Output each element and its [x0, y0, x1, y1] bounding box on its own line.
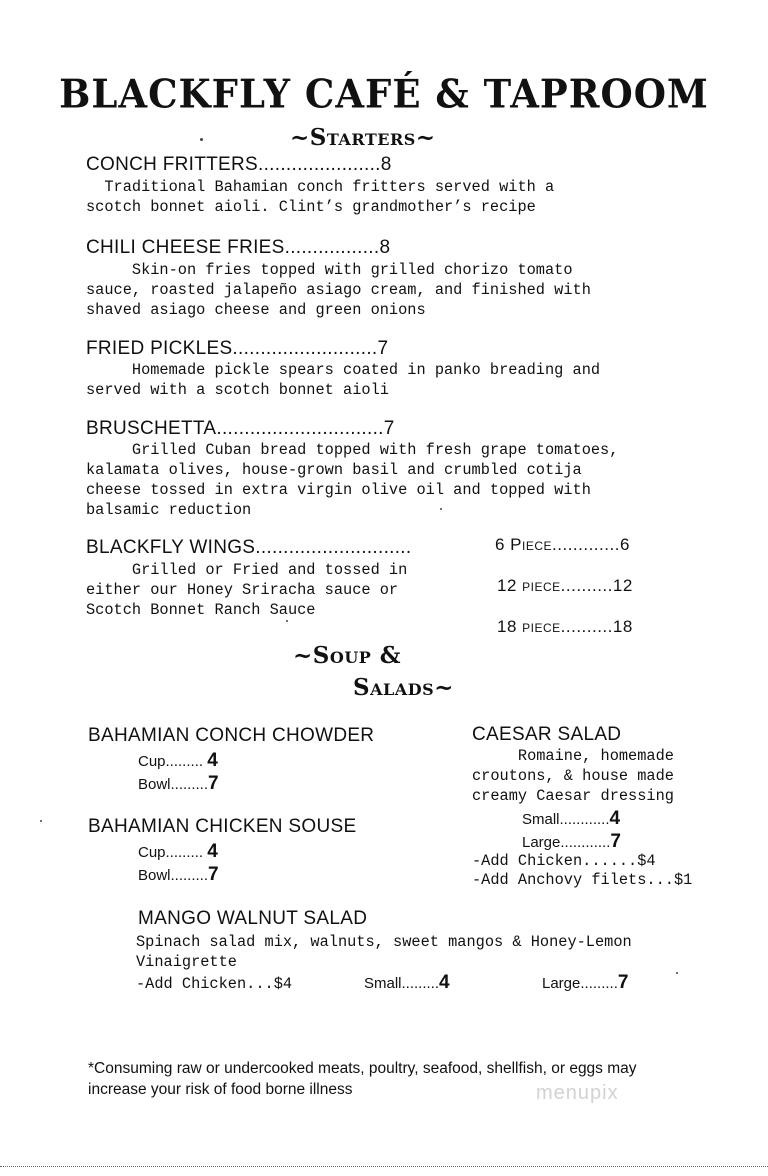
price-value: 7: [617, 972, 629, 993]
price-label: Bowl.........: [138, 867, 209, 884]
wings-price-12: [497, 576, 633, 596]
footnote-line2: increase your risk of food borne illness: [88, 1081, 353, 1098]
wings-price-6: [495, 535, 630, 555]
wings-price-18: [497, 617, 633, 637]
item-conch-fritters: [86, 154, 392, 176]
price-label: 6 Piece.............: [495, 535, 620, 554]
item-fried-pickles: [86, 338, 388, 360]
item-price: 8: [380, 154, 392, 175]
item-chicken-souse: BAHAMIAN CHICKEN SOUSE: [88, 816, 357, 837]
price-label: Small............: [522, 811, 610, 828]
caesar-large: [522, 831, 621, 853]
mango-add-chicken: -Add Chicken...$4: [136, 975, 293, 993]
item-description: Grilled Cuban bread topped with fresh grape tomatoes, kalamata olives, house-grown basil and crumbled cotija cheese tossed in extra virgin olive oil and topped with balsamic reduction: [86, 441, 619, 519]
item-price: 7: [377, 338, 389, 359]
mango-large: [542, 972, 628, 994]
section-soup-salads-heading-line2: Salads~: [353, 674, 454, 701]
item-conch-chowder: BAHAMIAN CONCH CHOWDER: [88, 725, 375, 746]
item-name: BLACKFLY WINGS............................: [86, 537, 412, 558]
caesar-description: Romaine, homemade croutons, & house made creamy Caesar dressing: [472, 747, 674, 805]
item-description: Grilled or Fried and tossed in either our Honey Sriracha sauce or Scotch Bonnet Ranch Sauce: [86, 561, 408, 619]
price-label: 12 piece..........: [497, 576, 613, 595]
item-bruschetta: [86, 418, 395, 440]
conch-chowder-bowl: [138, 773, 219, 795]
caesar-small: [522, 808, 620, 830]
price-value: 12: [612, 576, 633, 595]
scan-speck: [676, 972, 678, 974]
conch-chowder-cup: [138, 750, 218, 772]
price-label: Cup.........: [138, 844, 204, 861]
item-description: Traditional Bahamian conch fritters served with a scotch bonnet aioli. Clint’s grandmother’s recipe: [86, 178, 555, 216]
price-value: 18: [612, 617, 633, 636]
item-name: CONCH FRITTERS......................: [86, 154, 381, 175]
item-name: FRIED PICKLES..........................: [86, 338, 378, 359]
price-label: Large.........: [542, 975, 618, 992]
scan-speck: [40, 820, 42, 822]
item-mango-walnut-salad: MANGO WALNUT SALAD: [138, 908, 368, 929]
price-value: 4: [609, 808, 621, 829]
price-label: Bowl.........: [138, 776, 209, 793]
scan-speck: [440, 508, 442, 510]
section-soup-salads-heading-line1: ~Soup &: [293, 642, 402, 669]
price-value: 6: [619, 535, 630, 554]
price-label: Large............: [522, 834, 611, 851]
price-value: 4: [207, 750, 218, 771]
price-value: 7: [208, 864, 219, 885]
caesar-add-chicken: -Add Chicken......$4: [472, 852, 656, 870]
chicken-souse-cup: [138, 841, 218, 863]
item-chili-cheese-fries: [86, 237, 390, 259]
mango-small: [364, 972, 450, 994]
section-starters-heading: ~Starters~: [290, 124, 436, 151]
watermark-logo: menupix: [536, 1082, 619, 1104]
chicken-souse-bowl: [138, 864, 219, 886]
item-caesar-salad: CAESAR SALAD: [472, 724, 622, 745]
scan-speck: [200, 138, 203, 141]
item-description: Skin-on fries topped with grilled chorizo tomato sauce, roasted jalapeño asiago cream, and finished with shaved asiago cheese and green onions: [86, 261, 591, 319]
price-label: Small.........: [364, 975, 440, 992]
price-value: 4: [207, 841, 218, 862]
item-name: BRUSCHETTA..............................: [86, 418, 384, 439]
price-label: Cup.........: [138, 753, 204, 770]
item-price: 8: [379, 237, 391, 258]
item-price: 7: [383, 418, 395, 439]
item-description: Homemade pickle spears coated in panko breading and served with a scotch bonnet aioli: [86, 361, 601, 399]
scan-speck: [286, 620, 288, 622]
caesar-add-anchovy: -Add Anchovy filets...$1: [472, 871, 693, 889]
price-value: 4: [439, 972, 450, 993]
price-value: 7: [610, 831, 621, 852]
menu-title: BLACKFLY CAFÉ & TAPROOM: [59, 70, 709, 118]
footnote-line1: *Consuming raw or undercooked meats, poultry, seafood, shellfish, or eggs may: [88, 1060, 637, 1077]
item-blackfly-wings: [86, 537, 411, 559]
price-label: 18 piece..........: [497, 617, 613, 636]
price-value: 7: [208, 773, 219, 794]
mango-description: Spinach salad mix, walnuts, sweet mangos & Honey-Lemon Vinaigrette: [136, 933, 632, 971]
item-name: CHILI CHEESE FRIES.................: [86, 237, 380, 258]
scan-bottom-edge: [0, 1166, 768, 1168]
